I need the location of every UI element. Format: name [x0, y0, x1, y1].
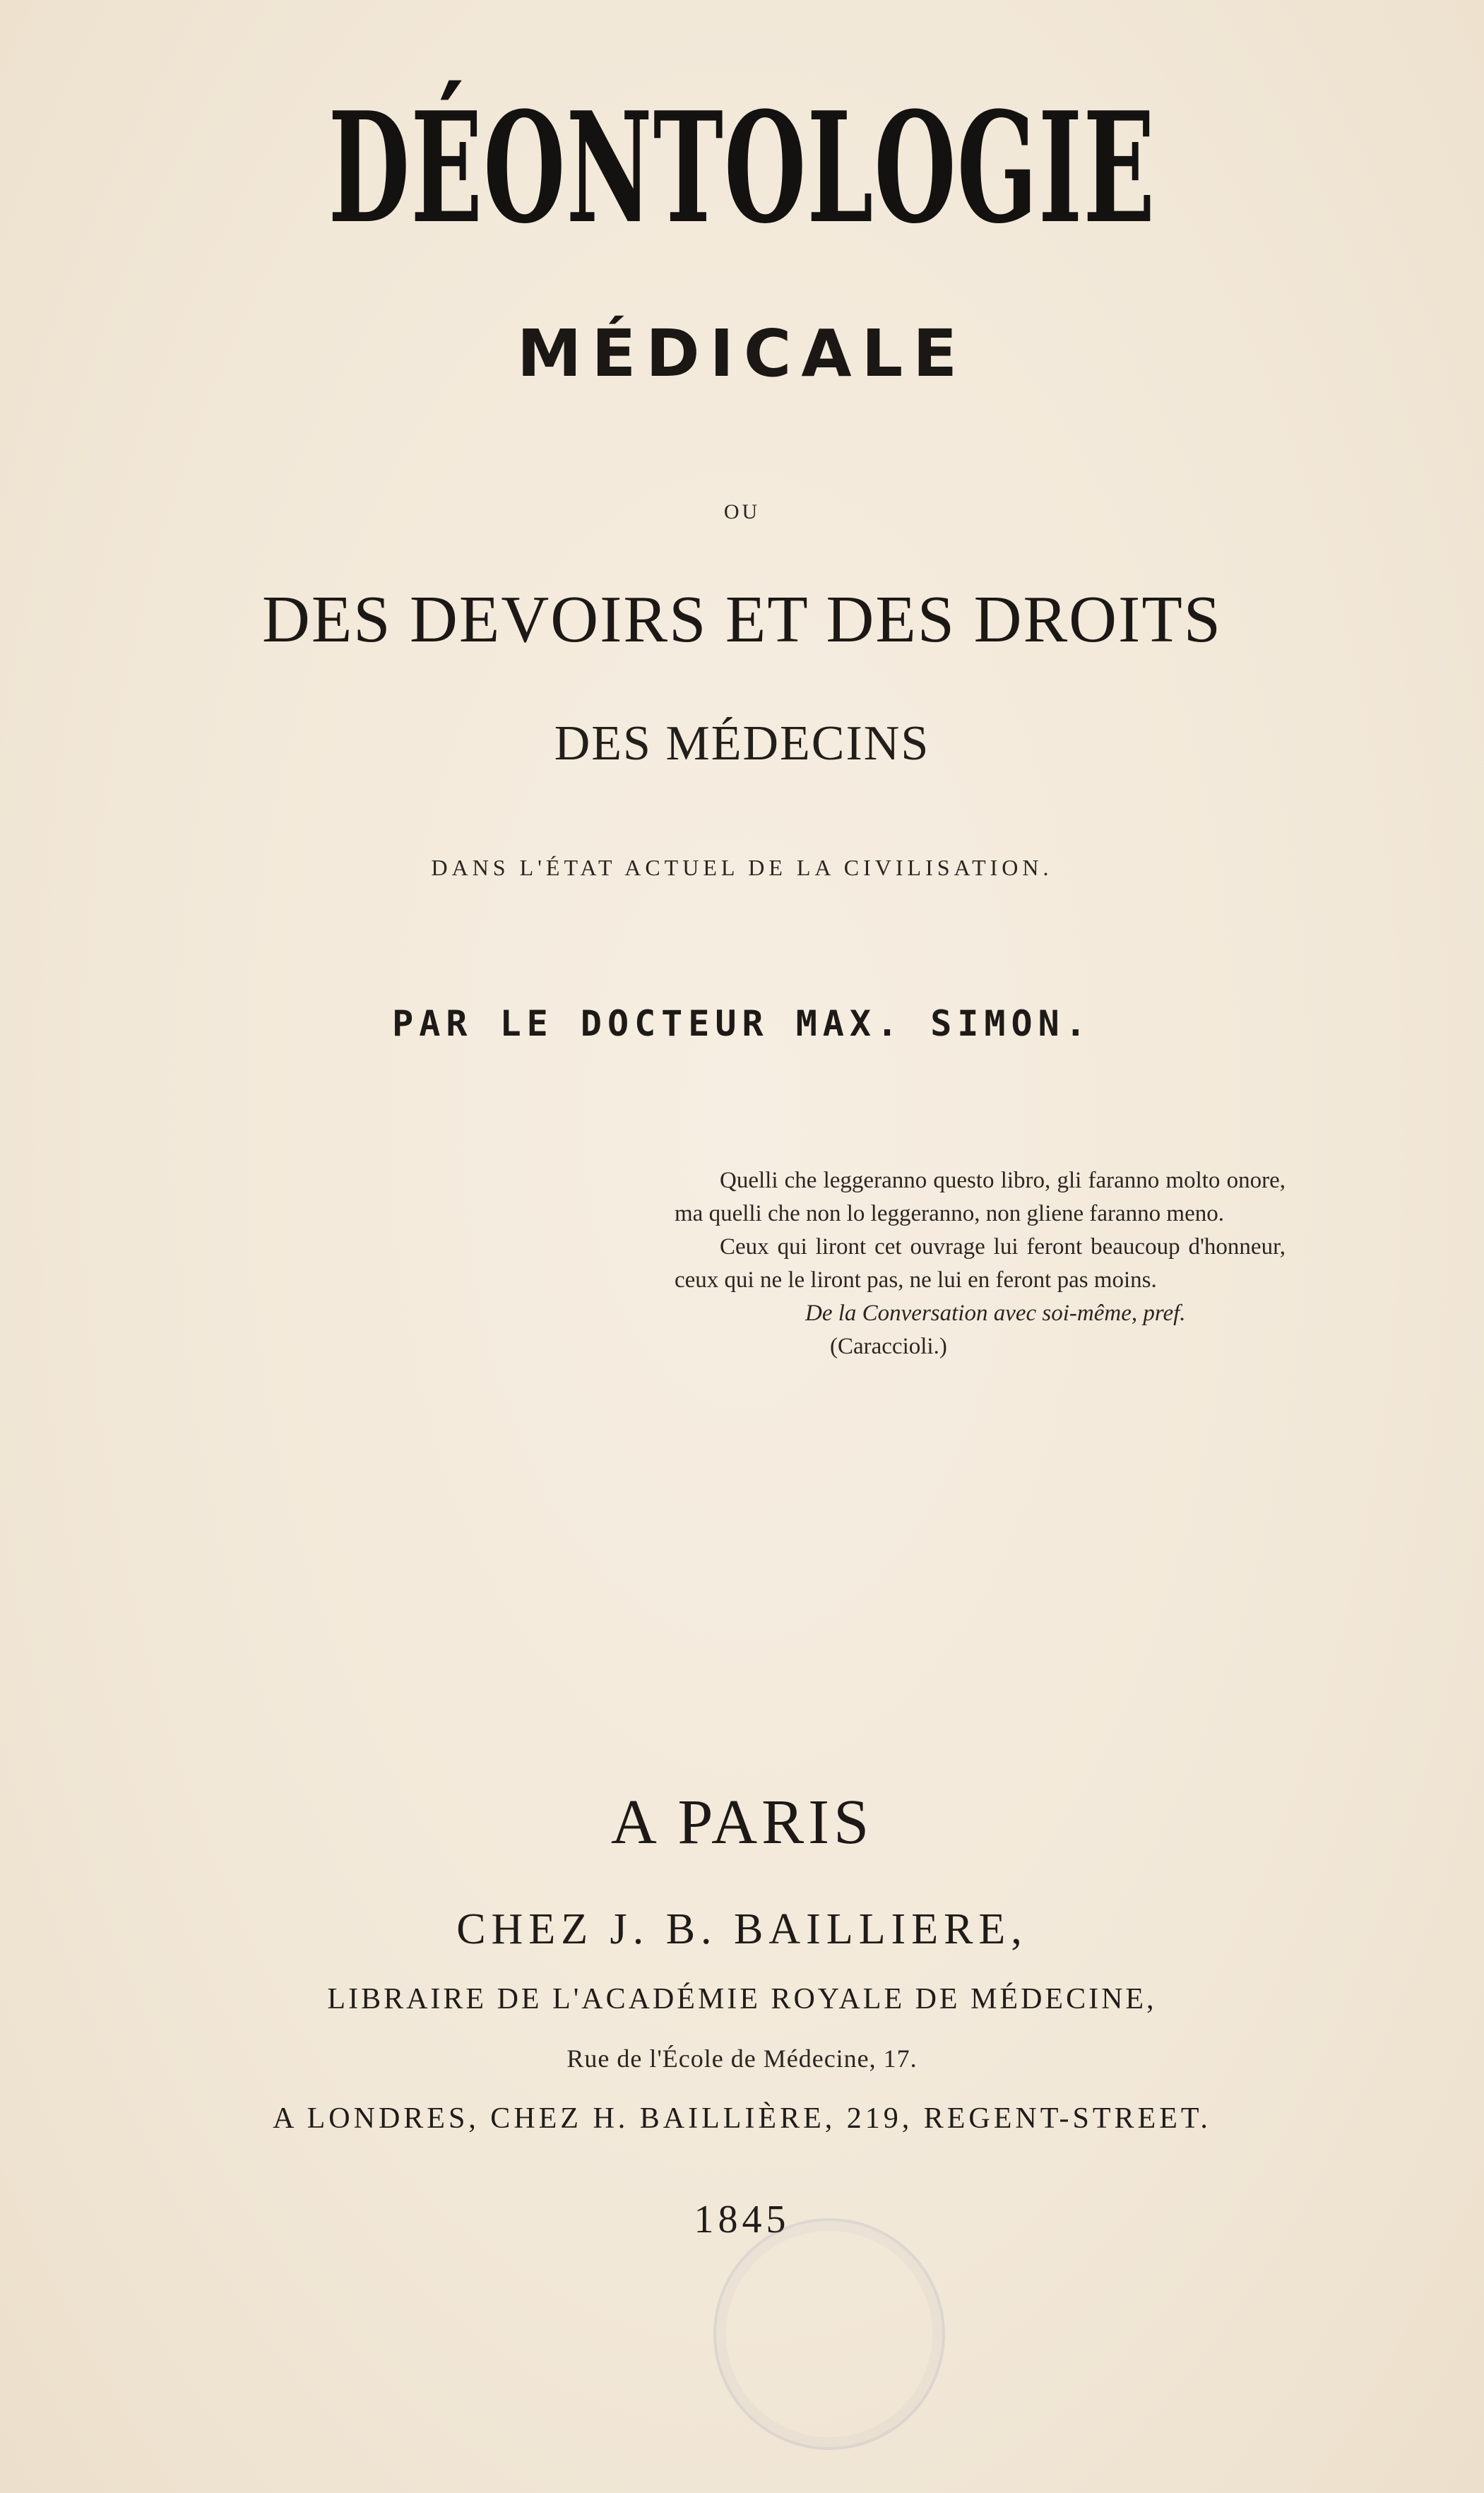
imprint-year: 1845 — [694, 2198, 790, 2242]
epigraph-french: Ceux qui liront cet ouvrage lui feront beaucoup d'honneur, ceux qui ne le liront pas, ne lui en feront pas moins. — [675, 1234, 1286, 1293]
epigraph — [675, 1164, 1286, 1363]
epigraph-source: De la Conversation avec soi-même, pref. — [805, 1301, 1186, 1326]
subtitle-line-3: DANS L'ÉTAT ACTUEL DE LA CIVILISATION. — [431, 855, 1053, 880]
imprint-address: Rue de l'École de Médecine, 17. — [566, 2044, 918, 2073]
subtitle-line-2: DES MÉDECINS — [554, 716, 930, 771]
subtitle-line-1: DES DEVOIRS ET DES DROITS — [261, 583, 1223, 656]
imprint-role: LIBRAIRE DE L'ACADÉMIE ROYALE DE MÉDECINE, — [327, 1983, 1157, 2015]
epigraph-italian: Quelli che leggeranno questo libro, gli faranno molto onore, ma quelli che non lo leggeranno, non gliene faranno meno. — [675, 1168, 1286, 1226]
epigraph-attribution: (Caraccioli.) — [830, 1334, 947, 1359]
main-title: DÉONTOLOGIE — [328, 78, 1156, 257]
conjunction-ou: OU — [723, 500, 761, 523]
subtitle: MÉDICALE — [516, 316, 968, 391]
author-line: PAR LE DOCTEUR MAX. SIMON. — [392, 1003, 1092, 1044]
imprint-london: A LONDRES, CHEZ H. BAILLIÈRE, 219, REGENT-STREET. — [273, 2102, 1211, 2135]
library-stamp — [713, 2218, 945, 2450]
imprint-publisher: CHEZ J. B. BAILLIERE, — [456, 1905, 1028, 1953]
imprint-city: A PARIS — [610, 1787, 874, 1857]
